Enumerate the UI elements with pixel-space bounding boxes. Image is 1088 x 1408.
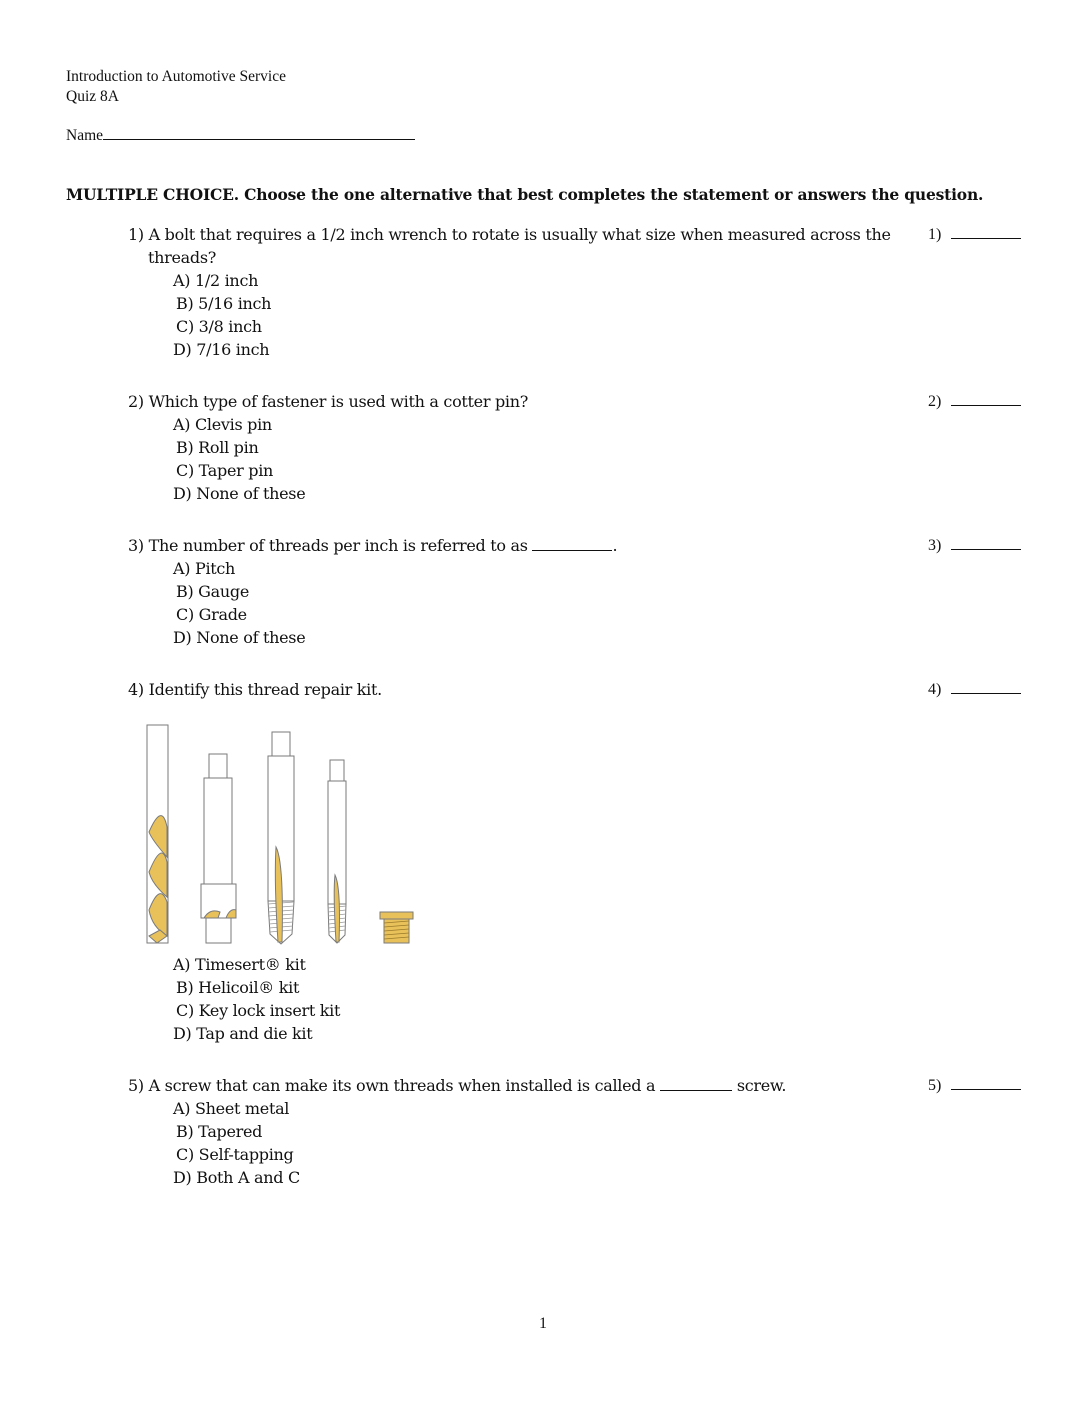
question-number: 5) [128, 1076, 144, 1095]
page-number: 1 [539, 1315, 547, 1332]
answer-label: 3) [928, 537, 942, 554]
instructions: MULTIPLE CHOICE. Choose the one alternative that best completes the statement or answers the question. [66, 185, 984, 204]
question-text: A screw that can make its own threads when installed is called a [148, 1076, 656, 1095]
question-3 [128, 534, 898, 649]
question-text: A bolt that requires a 1/2 inch wrench to rotate is usually what size when measured across the [148, 225, 891, 244]
option-c[interactable]: C) Key lock insert kit [176, 1001, 341, 1020]
answer-blank-line[interactable] [951, 679, 1021, 694]
tap-large-icon [268, 732, 294, 944]
thread-repair-kit-illustration [140, 722, 420, 950]
answer-1[interactable] [928, 223, 1021, 246]
answer-label: 2) [928, 393, 942, 410]
option-a[interactable]: A) Sheet metal [173, 1099, 290, 1118]
fill-in-blank [660, 1076, 732, 1091]
question-text: Which type of fastener is used with a cotter pin? [148, 392, 529, 411]
answer-blank-line[interactable] [951, 1075, 1021, 1090]
option-b[interactable]: B) Helicoil® kit [176, 978, 300, 997]
name-field[interactable] [66, 125, 415, 146]
quiz-title: Quiz 8A [66, 88, 119, 105]
course-title: Introduction to Automotive Service [66, 68, 286, 85]
question-text-end: screw. [736, 1076, 787, 1095]
question-number: 4) [128, 680, 144, 699]
drill-bit-icon [147, 725, 168, 943]
option-d[interactable]: D) None of these [173, 628, 306, 647]
question-text: Identify this thread repair kit. [148, 680, 382, 699]
option-c[interactable]: C) 3/8 inch [176, 317, 262, 336]
question-text-end: . [612, 536, 618, 555]
answer-blank-line[interactable] [951, 224, 1021, 239]
question-text-continued: threads? [148, 248, 217, 267]
option-c[interactable]: C) Taper pin [176, 461, 274, 480]
option-a[interactable]: A) Pitch [173, 559, 236, 578]
question-2 [128, 390, 898, 505]
question-number: 2) [128, 392, 144, 411]
option-d[interactable]: D) None of these [173, 484, 306, 503]
question-text: The number of threads per inch is referred to as [148, 536, 528, 555]
option-b[interactable]: B) Tapered [176, 1122, 263, 1141]
threaded-insert-icon [380, 912, 413, 943]
name-label: Name [66, 127, 104, 144]
question-number: 1) [128, 225, 144, 244]
option-d[interactable]: D) Tap and die kit [173, 1024, 313, 1043]
answer-4[interactable] [928, 678, 1021, 701]
answer-5[interactable] [928, 1074, 1021, 1097]
answer-label: 4) [928, 681, 942, 698]
option-a[interactable]: A) Clevis pin [173, 415, 272, 434]
question-number: 3) [128, 536, 144, 555]
question-1 [128, 223, 898, 361]
counterbore-tool-icon [201, 754, 236, 943]
name-blank-line[interactable] [103, 125, 415, 140]
option-a[interactable]: A) Timesert® kit [173, 955, 306, 974]
question-5 [128, 1074, 898, 1189]
answer-blank-line[interactable] [951, 535, 1021, 550]
answer-label: 1) [928, 226, 942, 243]
option-b[interactable]: B) Roll pin [176, 438, 259, 457]
answer-blank-line[interactable] [951, 391, 1021, 406]
option-c[interactable]: C) Self-tapping [176, 1145, 294, 1164]
question-4-options [128, 953, 898, 1045]
answer-2[interactable] [928, 390, 1021, 413]
option-a[interactable]: A) 1/2 inch [173, 271, 259, 290]
question-4 [128, 678, 898, 701]
answer-3[interactable] [928, 534, 1021, 557]
option-b[interactable]: B) 5/16 inch [176, 294, 272, 313]
fill-in-blank [532, 536, 612, 551]
option-c[interactable]: C) Grade [176, 605, 247, 624]
option-d[interactable]: D) Both A and C [173, 1168, 300, 1187]
answer-label: 5) [928, 1077, 942, 1094]
option-b[interactable]: B) Gauge [176, 582, 250, 601]
tap-small-icon [328, 760, 346, 943]
option-d[interactable]: D) 7/16 inch [173, 340, 270, 359]
